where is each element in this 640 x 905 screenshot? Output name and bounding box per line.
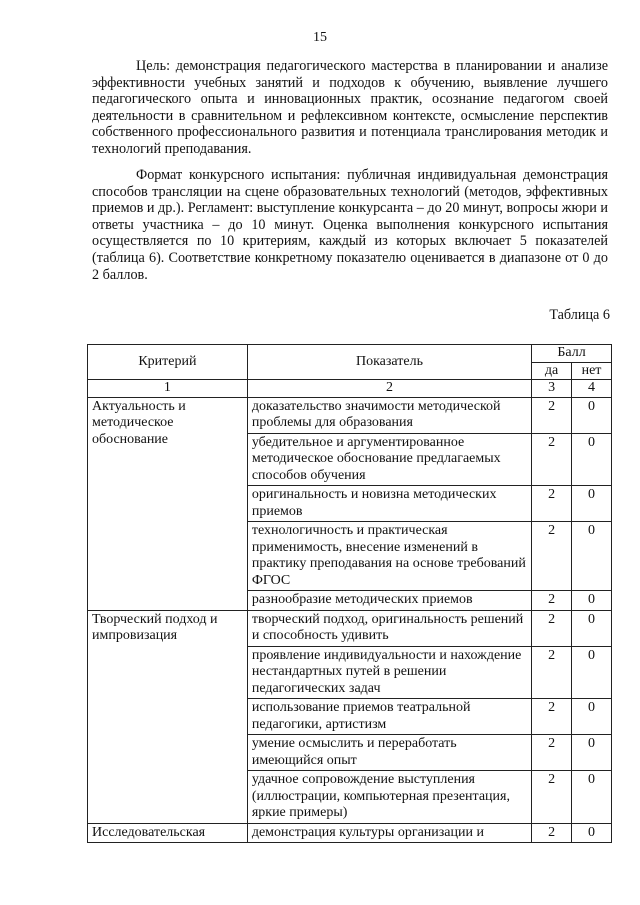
score-no-cell: 0 bbox=[572, 646, 612, 699]
score-yes-cell: 2 bbox=[532, 735, 572, 771]
indicator-cell: оригинальность и новизна методических приемов bbox=[247, 486, 531, 522]
score-yes-cell: 2 bbox=[532, 433, 572, 486]
table-row bbox=[88, 823, 612, 843]
score-yes-cell: 2 bbox=[532, 699, 572, 735]
column-number: 2 bbox=[247, 380, 531, 398]
score-no-cell: 0 bbox=[572, 591, 612, 611]
header-yes: да bbox=[532, 362, 572, 380]
score-yes-cell: 2 bbox=[532, 486, 572, 522]
indicator-cell: использование приемов театральной педагогики, артистизм bbox=[247, 699, 531, 735]
indicator-cell: разнообразие методических приемов bbox=[247, 591, 531, 611]
score-no-cell: 0 bbox=[572, 771, 612, 824]
score-yes-cell: 2 bbox=[532, 591, 572, 611]
score-no-cell: 0 bbox=[572, 823, 612, 843]
score-no-cell: 0 bbox=[572, 699, 612, 735]
table-row bbox=[88, 397, 612, 433]
indicator-cell: убедительное и аргументированное методическое обоснование предлагаемых способов обучения bbox=[247, 433, 531, 486]
header-criterion: Критерий bbox=[88, 345, 248, 380]
goal-paragraph: Цель: демонстрация педагогического мастерства в планировании и анализе эффективности учебных занятий и подходов к обучению, выявление лучшего педагогического опыта и инновационных практик, осознание педагогом своей деятельности в сравнительном и рефлексивном контексте, осмысление перспектив собственного профессионального развития и потенциала транслирования методик и технологий преподавания. bbox=[92, 58, 608, 157]
score-yes-cell: 2 bbox=[532, 823, 572, 843]
header-indicator: Показатель bbox=[247, 345, 531, 380]
column-number: 3 bbox=[532, 380, 572, 398]
score-yes-cell: 2 bbox=[532, 397, 572, 433]
indicator-cell: проявление индивидуальности и нахождение нестандартных путей в решении педагогических задач bbox=[247, 646, 531, 699]
page-number: 15 bbox=[313, 30, 327, 45]
score-yes-cell: 2 bbox=[532, 771, 572, 824]
indicator-cell: удачное сопровождение выступления (иллюстрации, компьютерная презентация, яркие примеры) bbox=[247, 771, 531, 824]
header-no: нет bbox=[572, 362, 612, 380]
criterion-cell: Творческий подход и импровизация bbox=[88, 610, 248, 823]
indicator-cell: творческий подход, оригинальность решений и способность удивить bbox=[247, 610, 531, 646]
indicator-cell: демонстрация культуры организации и bbox=[247, 823, 531, 843]
format-paragraph: Формат конкурсного испытания: публичная индивидуальная демонстрация способов трансляции на сцене образовательных технологий (методов, эффективных приемов и др.). Регламент: выступление конкурсанта – до 20 минут, вопросы жюри и ответы участника – до 10 минут. Оценка выполнения конкурсного испытания осуществляется по 10 критериям, каждый из которых включает 5 показателей (таблица 6). Соответствие конкретному показателю оценивается в диапазоне от 0 до 2 баллов. bbox=[92, 167, 608, 283]
score-no-cell: 0 bbox=[572, 522, 612, 591]
indicator-cell: доказательство значимости методической проблемы для образования bbox=[247, 397, 531, 433]
criterion-cell: Актуальность и методическое обоснование bbox=[88, 397, 248, 610]
score-yes-cell: 2 bbox=[532, 610, 572, 646]
score-no-cell: 0 bbox=[572, 433, 612, 486]
criterion-cell: Исследовательская bbox=[88, 823, 248, 843]
criteria-table bbox=[87, 344, 612, 843]
header-score: Балл bbox=[532, 345, 612, 363]
score-no-cell: 0 bbox=[572, 610, 612, 646]
indicator-cell: умение осмыслить и переработать имеющийся опыт bbox=[247, 735, 531, 771]
score-no-cell: 0 bbox=[572, 486, 612, 522]
table-caption: Таблица 6 bbox=[549, 307, 610, 323]
score-no-cell: 0 bbox=[572, 397, 612, 433]
indicator-cell: технологичность и практическая применимость, внесение изменений в практику преподавания на основе требований ФГОС bbox=[247, 522, 531, 591]
column-number: 4 bbox=[572, 380, 612, 398]
score-yes-cell: 2 bbox=[532, 522, 572, 591]
score-no-cell: 0 bbox=[572, 735, 612, 771]
table-row bbox=[88, 610, 612, 646]
score-yes-cell: 2 bbox=[532, 646, 572, 699]
column-number: 1 bbox=[88, 380, 248, 398]
table-body bbox=[88, 397, 612, 843]
